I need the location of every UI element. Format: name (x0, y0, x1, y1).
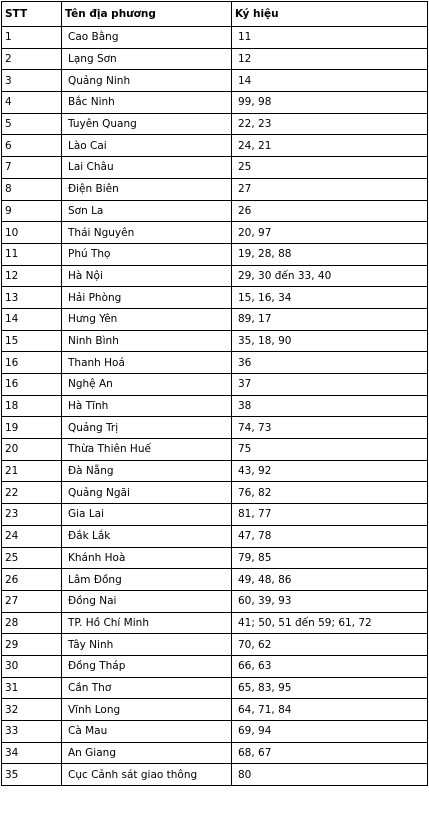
table-row (2, 677, 428, 699)
table-row (2, 547, 428, 569)
row-plate-code: 75 (232, 439, 428, 461)
row-stt: 1 (2, 27, 62, 49)
row-stt: 8 (2, 178, 62, 200)
header-stt: STT (2, 2, 62, 27)
row-plate-code: 14 (232, 70, 428, 92)
row-plate-code: 41; 50, 51 đến 59; 61, 72 (232, 612, 428, 634)
row-plate-code: 15, 16, 34 (232, 287, 428, 309)
row-locality-name: Điện Biên (62, 178, 232, 200)
table-row (2, 178, 428, 200)
row-plate-code: 66, 63 (232, 655, 428, 677)
row-locality-name: Cần Thơ (62, 677, 232, 699)
table-row (2, 764, 428, 786)
row-plate-code: 19, 28, 88 (232, 243, 428, 265)
table-row (2, 634, 428, 656)
row-plate-code: 70, 62 (232, 634, 428, 656)
row-plate-code: 43, 92 (232, 460, 428, 482)
row-stt: 5 (2, 113, 62, 135)
table-row (2, 721, 428, 743)
table-row (2, 70, 428, 92)
table-row (2, 27, 428, 49)
row-stt: 11 (2, 243, 62, 265)
table-row (2, 200, 428, 222)
row-stt: 16 (2, 374, 62, 396)
row-plate-code: 20, 97 (232, 222, 428, 244)
row-plate-code: 37 (232, 374, 428, 396)
table-row (2, 222, 428, 244)
table-row (2, 374, 428, 396)
row-stt: 19 (2, 417, 62, 439)
table-row (2, 308, 428, 330)
row-locality-name: Lai Châu (62, 157, 232, 179)
row-locality-name: Hải Phòng (62, 287, 232, 309)
row-stt: 26 (2, 569, 62, 591)
row-locality-name: Ninh Bình (62, 330, 232, 352)
row-stt: 14 (2, 308, 62, 330)
row-stt: 34 (2, 742, 62, 764)
row-locality-name: Tuyên Quang (62, 113, 232, 135)
table-row (2, 460, 428, 482)
row-stt: 25 (2, 547, 62, 569)
row-plate-code: 29, 30 đến 33, 40 (232, 265, 428, 287)
header-locality-name: Tên địa phương (62, 2, 232, 27)
header-plate-code: Ký hiệu (232, 2, 428, 27)
row-plate-code: 99, 98 (232, 92, 428, 114)
row-plate-code: 79, 85 (232, 547, 428, 569)
row-locality-name: Quảng Ngãi (62, 482, 232, 504)
row-plate-code: 25 (232, 157, 428, 179)
row-plate-code: 27 (232, 178, 428, 200)
row-locality-name: Quảng Ninh (62, 70, 232, 92)
table-row (2, 157, 428, 179)
row-stt: 12 (2, 265, 62, 287)
row-stt: 21 (2, 460, 62, 482)
row-locality-name: An Giang (62, 742, 232, 764)
row-plate-code: 69, 94 (232, 721, 428, 743)
header-row (2, 2, 428, 27)
table-row (2, 482, 428, 504)
row-locality-name: Cà Mau (62, 721, 232, 743)
row-plate-code: 68, 67 (232, 742, 428, 764)
row-plate-code: 65, 83, 95 (232, 677, 428, 699)
table-row (2, 612, 428, 634)
row-locality-name: Lâm Đồng (62, 569, 232, 591)
table-row (2, 135, 428, 157)
table-body (2, 27, 428, 786)
row-plate-code: 49, 48, 86 (232, 569, 428, 591)
table-row (2, 439, 428, 461)
row-plate-code: 22, 23 (232, 113, 428, 135)
table-row (2, 243, 428, 265)
row-locality-name: Thanh Hoá (62, 352, 232, 374)
table-row (2, 569, 428, 591)
row-stt: 13 (2, 287, 62, 309)
row-locality-name: Thái Nguyên (62, 222, 232, 244)
row-plate-code: 24, 21 (232, 135, 428, 157)
table-row (2, 92, 428, 114)
row-stt: 18 (2, 395, 62, 417)
table-row (2, 352, 428, 374)
row-plate-code: 11 (232, 27, 428, 49)
row-locality-name: Đồng Nai (62, 590, 232, 612)
row-locality-name: Hà Nội (62, 265, 232, 287)
row-plate-code: 47, 78 (232, 525, 428, 547)
row-locality-name: Tây Ninh (62, 634, 232, 656)
row-stt: 2 (2, 48, 62, 70)
row-plate-code: 89, 17 (232, 308, 428, 330)
table-row (2, 525, 428, 547)
row-locality-name: Quảng Trị (62, 417, 232, 439)
row-stt: 16 (2, 352, 62, 374)
row-plate-code: 76, 82 (232, 482, 428, 504)
row-locality-name: Gia Lai (62, 504, 232, 526)
row-stt: 15 (2, 330, 62, 352)
row-locality-name: Cao Bằng (62, 27, 232, 49)
row-locality-name: TP. Hồ Chí Minh (62, 612, 232, 634)
row-stt: 27 (2, 590, 62, 612)
row-locality-name: Vĩnh Long (62, 699, 232, 721)
row-stt: 32 (2, 699, 62, 721)
row-locality-name: Sơn La (62, 200, 232, 222)
row-locality-name: Đà Nẵng (62, 460, 232, 482)
row-stt: 3 (2, 70, 62, 92)
table-row (2, 699, 428, 721)
row-stt: 24 (2, 525, 62, 547)
license-plate-code-table (1, 1, 428, 786)
row-plate-code: 26 (232, 200, 428, 222)
table-row (2, 113, 428, 135)
row-stt: 20 (2, 439, 62, 461)
table-header (2, 2, 428, 27)
row-locality-name: Phú Thọ (62, 243, 232, 265)
table-row (2, 417, 428, 439)
row-locality-name: Lạng Sơn (62, 48, 232, 70)
row-locality-name: Hưng Yên (62, 308, 232, 330)
table-row (2, 48, 428, 70)
table-row (2, 504, 428, 526)
row-stt: 35 (2, 764, 62, 786)
row-stt: 10 (2, 222, 62, 244)
row-locality-name: Đắk Lắk (62, 525, 232, 547)
row-plate-code: 64, 71, 84 (232, 699, 428, 721)
row-stt: 7 (2, 157, 62, 179)
row-plate-code: 74, 73 (232, 417, 428, 439)
row-locality-name: Nghệ An (62, 374, 232, 396)
row-plate-code: 60, 39, 93 (232, 590, 428, 612)
table-row (2, 265, 428, 287)
table-row (2, 395, 428, 417)
row-stt: 28 (2, 612, 62, 634)
row-plate-code: 80 (232, 764, 428, 786)
row-plate-code: 38 (232, 395, 428, 417)
row-locality-name: Lào Cai (62, 135, 232, 157)
table-row (2, 330, 428, 352)
row-stt: 6 (2, 135, 62, 157)
row-stt: 31 (2, 677, 62, 699)
row-plate-code: 36 (232, 352, 428, 374)
row-locality-name: Cục Cảnh sát giao thông (62, 764, 232, 786)
row-plate-code: 35, 18, 90 (232, 330, 428, 352)
row-locality-name: Hà Tĩnh (62, 395, 232, 417)
row-locality-name: Thừa Thiên Huế (62, 439, 232, 461)
row-plate-code: 12 (232, 48, 428, 70)
row-stt: 33 (2, 721, 62, 743)
row-stt: 4 (2, 92, 62, 114)
table-row (2, 287, 428, 309)
table-row (2, 742, 428, 764)
row-locality-name: Đồng Tháp (62, 655, 232, 677)
table-row (2, 590, 428, 612)
row-locality-name: Khánh Hoà (62, 547, 232, 569)
row-stt: 29 (2, 634, 62, 656)
row-stt: 23 (2, 504, 62, 526)
table-row (2, 655, 428, 677)
row-plate-code: 81, 77 (232, 504, 428, 526)
row-stt: 9 (2, 200, 62, 222)
row-stt: 30 (2, 655, 62, 677)
row-stt: 22 (2, 482, 62, 504)
row-locality-name: Bắc Ninh (62, 92, 232, 114)
